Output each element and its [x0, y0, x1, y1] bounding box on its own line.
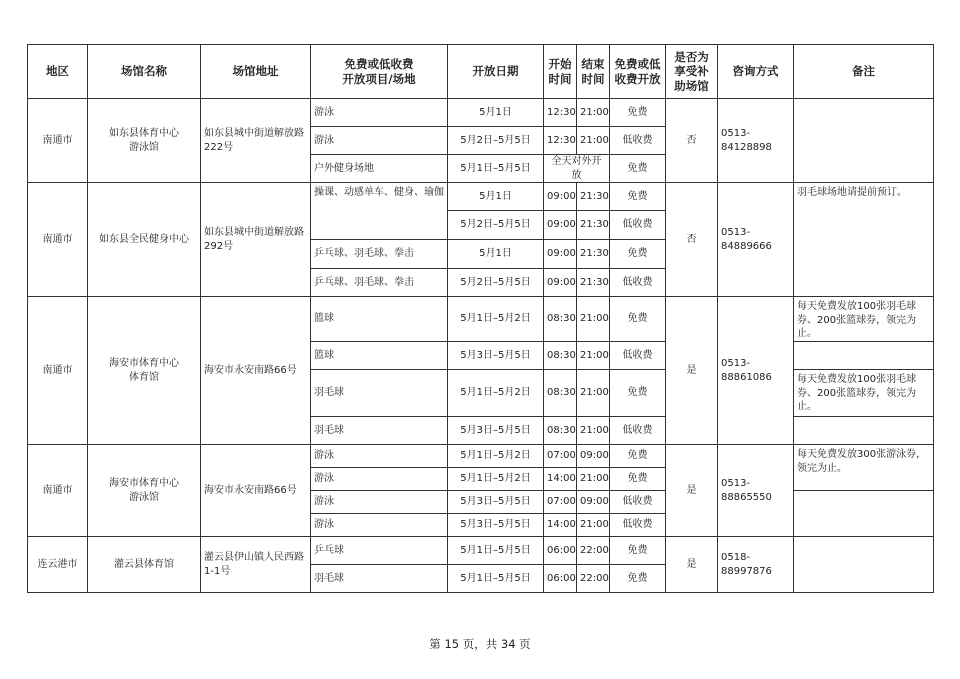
end-time-cell: 21:00 [577, 127, 610, 155]
start-time-cell: 12:30 [544, 99, 577, 127]
start-time-cell: 14:00 [544, 468, 577, 491]
remark-cell: 每天免费发放100张羽毛球券、200张篮球券，领完为止。 [794, 370, 934, 417]
start-time-cell: 09:00 [544, 211, 577, 240]
subsidy-cell: 否 [666, 99, 718, 183]
date-cell: 5月3日–5月5日 [448, 342, 544, 370]
date-cell: 5月2日–5月5日 [448, 211, 544, 240]
table-row [28, 99, 934, 127]
venue-address-cell: 海安市永安南路66号 [201, 445, 311, 537]
column-header: 结束 时间 [577, 45, 610, 99]
venue-name-cell: 灌云县体育馆 [88, 537, 201, 593]
end-time-cell: 21:00 [577, 370, 610, 417]
fee-type-cell: 低收费 [610, 269, 666, 297]
end-time-cell: 21:30 [577, 211, 610, 240]
remark-cell: 每天免费发放300张游泳券，领完为止。 [794, 445, 934, 491]
fee-type-cell: 免费 [610, 99, 666, 127]
item-cell: 乒乓球、羽毛球、拳击 [311, 269, 448, 297]
fee-type-cell: 免费 [610, 370, 666, 417]
subsidy-cell: 是 [666, 537, 718, 593]
item-cell: 乒乓球 [311, 537, 448, 565]
end-time-cell: 09:00 [577, 445, 610, 468]
start-time-cell: 09:00 [544, 183, 577, 211]
item-cell: 乒乓球、羽毛球、拳击 [311, 240, 448, 269]
venue-name-cell: 如东县全民健身中心 [88, 183, 201, 297]
column-header: 开放日期 [448, 45, 544, 99]
remark-cell [794, 537, 934, 593]
fee-type-cell: 低收费 [610, 491, 666, 514]
item-cell: 羽毛球 [311, 565, 448, 593]
venue-address-cell: 如东县城中街道解放路292号 [201, 183, 311, 297]
item-cell: 羽毛球 [311, 417, 448, 445]
start-time-cell: 07:00 [544, 491, 577, 514]
column-header: 咨询方式 [718, 45, 794, 99]
remark-cell [794, 99, 934, 183]
item-cell: 篮球 [311, 342, 448, 370]
date-cell: 5月3日–5月5日 [448, 417, 544, 445]
region-cell: 南通市 [28, 183, 88, 297]
table-row [28, 537, 934, 565]
fee-type-cell: 免费 [610, 240, 666, 269]
venue-address-cell: 海安市永安南路66号 [201, 297, 311, 445]
fee-type-cell: 低收费 [610, 127, 666, 155]
start-time-cell: 06:00 [544, 565, 577, 593]
remark-cell: 每天免费发放100张羽毛球券、200张篮球券，领完为止。 [794, 297, 934, 342]
date-cell: 5月1日 [448, 183, 544, 211]
item-cell: 游泳 [311, 468, 448, 491]
date-cell: 5月1日–5月2日 [448, 468, 544, 491]
column-header: 免费或低 收费开放 [610, 45, 666, 99]
date-cell: 5月3日–5月5日 [448, 514, 544, 537]
item-cell: 羽毛球 [311, 370, 448, 417]
remark-cell [794, 491, 934, 537]
end-time-cell: 22:00 [577, 537, 610, 565]
end-time-cell: 21:00 [577, 342, 610, 370]
end-time-cell: 22:00 [577, 565, 610, 593]
end-time-cell: 21:00 [577, 417, 610, 445]
end-time-cell: 09:00 [577, 491, 610, 514]
date-cell: 5月1日–5月5日 [448, 565, 544, 593]
end-time-cell: 21:00 [577, 99, 610, 127]
end-time-cell: 21:30 [577, 183, 610, 211]
venue-address-cell: 灌云县伊山镇人民西路1-1号 [201, 537, 311, 593]
remark-cell [794, 417, 934, 445]
fee-type-cell: 低收费 [610, 211, 666, 240]
table-header [28, 45, 934, 99]
fee-type-cell: 低收费 [610, 514, 666, 537]
region-cell: 南通市 [28, 445, 88, 537]
item-cell: 游泳 [311, 127, 448, 155]
venue-table [27, 44, 934, 593]
date-cell: 5月1日–5月5日 [448, 537, 544, 565]
start-time-cell: 09:00 [544, 240, 577, 269]
column-header: 备注 [794, 45, 934, 99]
venue-name-cell: 海安市体育中心 体育馆 [88, 297, 201, 445]
date-cell: 5月2日–5月5日 [448, 269, 544, 297]
item-cell: 篮球 [311, 297, 448, 342]
column-header: 地区 [28, 45, 88, 99]
date-cell: 5月1日–5月2日 [448, 370, 544, 417]
contact-cell: 0513-84128898 [718, 99, 794, 183]
column-header: 免费或低收费 开放项目/场地 [311, 45, 448, 99]
contact-cell: 0518-88997876 [718, 537, 794, 593]
start-time-cell: 12:30 [544, 127, 577, 155]
fee-type-cell: 免费 [610, 565, 666, 593]
start-time-cell: 14:00 [544, 514, 577, 537]
fee-type-cell: 低收费 [610, 342, 666, 370]
region-cell: 南通市 [28, 297, 88, 445]
venue-address-cell: 如东县城中街道解放路222号 [201, 99, 311, 183]
item-cell: 操课、动感单车、健身、瑜伽 [311, 183, 448, 240]
subsidy-cell: 否 [666, 183, 718, 297]
table-body [28, 99, 934, 593]
contact-cell: 0513-84889666 [718, 183, 794, 297]
contact-cell: 0513-88861086 [718, 297, 794, 445]
subsidy-cell: 是 [666, 445, 718, 537]
subsidy-cell: 是 [666, 297, 718, 445]
region-cell: 连云港市 [28, 537, 88, 593]
item-cell: 游泳 [311, 491, 448, 514]
date-cell: 5月2日–5月5日 [448, 127, 544, 155]
start-time-cell: 08:30 [544, 370, 577, 417]
fee-type-cell: 低收费 [610, 417, 666, 445]
start-time-cell: 08:30 [544, 297, 577, 342]
date-cell: 5月1日 [448, 240, 544, 269]
date-cell: 5月1日 [448, 99, 544, 127]
fee-type-cell: 免费 [610, 183, 666, 211]
end-time-cell: 21:30 [577, 240, 610, 269]
remark-cell [794, 342, 934, 370]
fee-type-cell: 免费 [610, 537, 666, 565]
page-footer: 第 15 页，共 34 页 [429, 637, 531, 651]
region-cell: 南通市 [28, 99, 88, 183]
start-time-cell: 08:30 [544, 342, 577, 370]
item-cell: 户外健身场地 [311, 155, 448, 183]
item-cell: 游泳 [311, 445, 448, 468]
fee-type-cell: 免费 [610, 468, 666, 491]
start-time-cell: 06:00 [544, 537, 577, 565]
end-time-cell: 21:00 [577, 514, 610, 537]
date-cell: 5月1日–5月5日 [448, 155, 544, 183]
venue-name-cell: 如东县体育中心 游泳馆 [88, 99, 201, 183]
date-cell: 5月1日–5月2日 [448, 297, 544, 342]
fee-type-cell: 免费 [610, 155, 666, 183]
remark-cell: 羽毛球场地请提前预订。 [794, 183, 934, 297]
fee-type-cell: 免费 [610, 297, 666, 342]
venue-name-cell: 海安市体育中心 游泳馆 [88, 445, 201, 537]
end-time-cell: 21:00 [577, 468, 610, 491]
column-header: 场馆名称 [88, 45, 201, 99]
start-time-cell: 08:30 [544, 417, 577, 445]
item-cell: 游泳 [311, 514, 448, 537]
item-cell: 游泳 [311, 99, 448, 127]
table-row [28, 297, 934, 342]
start-time-cell: 07:00 [544, 445, 577, 468]
table-row [28, 445, 934, 468]
contact-cell: 0513-88865550 [718, 445, 794, 537]
column-header: 场馆地址 [201, 45, 311, 99]
open-hours-cell: 全天对外开放 [544, 155, 610, 183]
table-row [28, 183, 934, 211]
end-time-cell: 21:00 [577, 297, 610, 342]
start-time-cell: 09:00 [544, 269, 577, 297]
date-cell: 5月1日–5月2日 [448, 445, 544, 468]
fee-type-cell: 免费 [610, 445, 666, 468]
column-header: 开始 时间 [544, 45, 577, 99]
date-cell: 5月3日–5月5日 [448, 491, 544, 514]
column-header: 是否为 享受补 助场馆 [666, 45, 718, 99]
end-time-cell: 21:30 [577, 269, 610, 297]
